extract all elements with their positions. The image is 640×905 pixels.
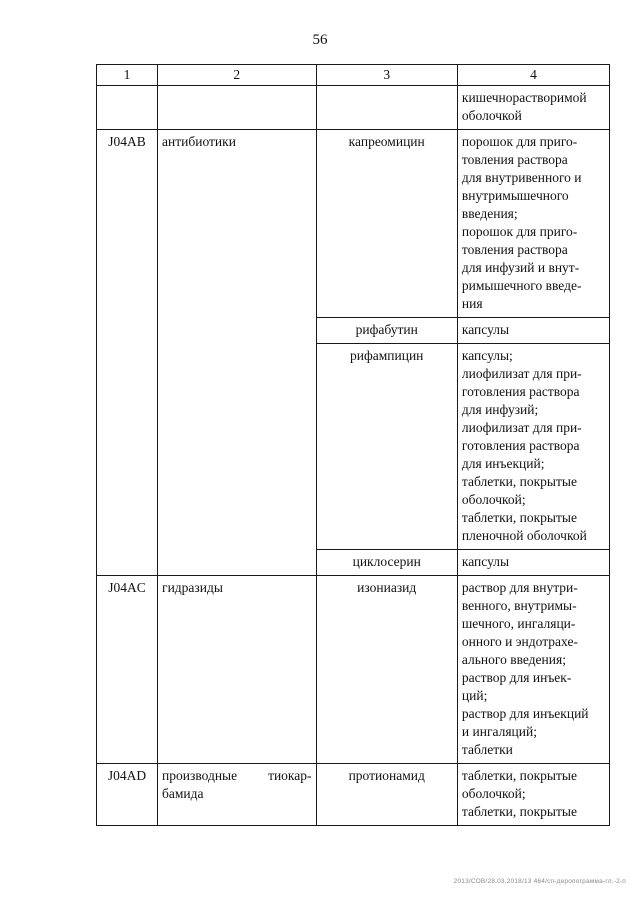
column-header-1: 1 (97, 65, 158, 86)
medicines-table (96, 64, 610, 826)
empty-cell (316, 86, 457, 130)
empty-cell (158, 86, 317, 130)
header-row (97, 65, 610, 86)
group-name-line2: бамида (162, 786, 204, 801)
table-row (97, 576, 610, 764)
dosage-forms: капсулы; лиофилизат для при- готовления раствора для инфузий; лиофилизат для при- готовления раствора для инъекций; таблетки, покрытые оболочкой; таблетки, покрытые пленочной оболочкой (457, 344, 609, 550)
empty-cell (97, 86, 158, 130)
group-name: антибиотики (158, 130, 317, 576)
dosage-forms: порошок для приго- товления раствора для внутривенного и внутримышечного введения; порошок для приго- товления раствора для инфузий и внут- римышечного введе- ния (457, 130, 609, 318)
atc-code: J04AB (97, 130, 158, 576)
group-name (158, 764, 317, 826)
atc-code: J04AC (97, 576, 158, 764)
page-number: 56 (312, 32, 328, 48)
drug-name: изониазид (316, 576, 457, 764)
group-name-part1: производные (162, 768, 238, 783)
drug-name: циклосерин (316, 550, 457, 576)
dosage-forms: капсулы (457, 550, 609, 576)
group-name-part2: тиокар- (268, 768, 312, 783)
drug-name: рифампицин (316, 344, 457, 550)
dosage-forms: кишечнорастворимой оболочкой (457, 86, 609, 130)
footer-stamp: 2013/СОВ/28.03.2018/13 464/сп-деропограмма-гл.-2-п (453, 878, 626, 885)
dosage-forms: раствор для внутри- венного, внутримы- шечного, ингаляци- онного и эндотрахе- ального введения; раствор для инъек- ций; раствор для инъекций и ингаляций; таблетки (457, 576, 609, 764)
dosage-forms: капсулы (457, 318, 609, 344)
atc-code: J04AD (97, 764, 158, 826)
drug-name: капреомицин (316, 130, 457, 318)
column-header-2: 2 (158, 65, 317, 86)
column-header-4: 4 (457, 65, 609, 86)
dosage-forms: таблетки, покрытые оболочкой; таблетки, покрытые (457, 764, 609, 826)
group-name: гидразиды (158, 576, 317, 764)
column-header-3: 3 (316, 65, 457, 86)
drug-name: рифабутин (316, 318, 457, 344)
drug-name: протионамид (316, 764, 457, 826)
table-row (97, 130, 610, 318)
table-row (97, 764, 610, 826)
table-row (97, 86, 610, 130)
